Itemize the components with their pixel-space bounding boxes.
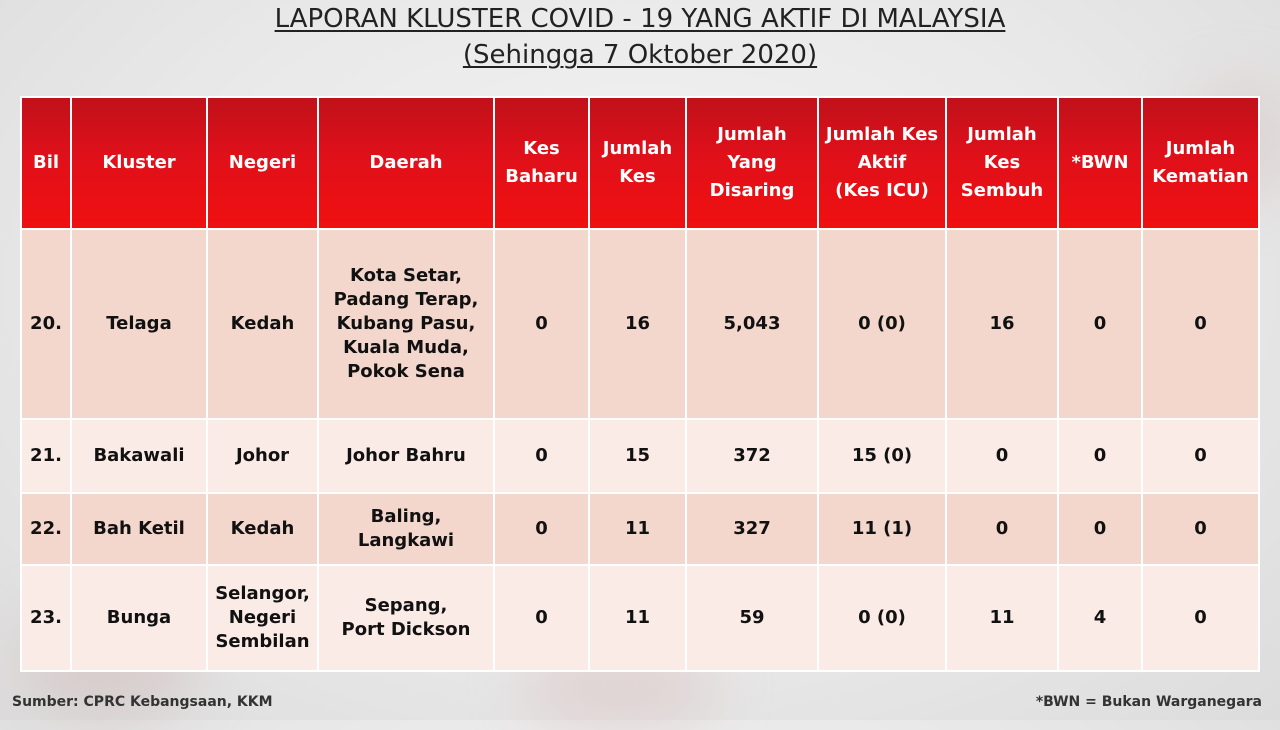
- cell-jumlah-disaring: 5,043: [686, 229, 818, 419]
- table-header-row: [21, 97, 1259, 229]
- cell-kematian: 0: [1142, 229, 1259, 419]
- table-row: [21, 229, 1259, 419]
- cell-bwn: 4: [1058, 565, 1142, 671]
- cell-negeri: Kedah: [207, 493, 318, 565]
- cell-kes-sembuh: 16: [946, 229, 1058, 419]
- cell-kes-sembuh: 0: [946, 493, 1058, 565]
- cell-jumlah-disaring: 372: [686, 419, 818, 493]
- cell-kluster: Bunga: [71, 565, 207, 671]
- cell-kluster: Bakawali: [71, 419, 207, 493]
- cell-kes-aktif: 0 (0): [818, 565, 946, 671]
- header-negeri: Negeri: [207, 97, 318, 229]
- cell-kes-sembuh: 0: [946, 419, 1058, 493]
- cell-jumlah-kes: 16: [589, 229, 686, 419]
- cell-kes-sembuh: 11: [946, 565, 1058, 671]
- header-kes-baharu: Kes Baharu: [494, 97, 589, 229]
- cell-jumlah-disaring: 327: [686, 493, 818, 565]
- cell-bil: 21.: [21, 419, 71, 493]
- table-row: [21, 419, 1259, 493]
- cell-kes-baharu: 0: [494, 419, 589, 493]
- table-row: [21, 565, 1259, 671]
- cell-jumlah-kes: 11: [589, 565, 686, 671]
- cell-kes-aktif: 0 (0): [818, 229, 946, 419]
- header-jumlah-kes: Jumlah Kes: [589, 97, 686, 229]
- cell-kes-baharu: 0: [494, 493, 589, 565]
- cell-daerah: Johor Bahru: [318, 419, 494, 493]
- cell-bil: 20.: [21, 229, 71, 419]
- header-kematian: Jumlah Kematian: [1142, 97, 1259, 229]
- header-kes-sembuh: Jumlah Kes Sembuh: [946, 97, 1058, 229]
- page-subtitle: (Sehingga 7 Oktober 2020): [462, 40, 818, 70]
- cell-daerah: Baling, Langkawi: [318, 493, 494, 565]
- cell-kes-baharu: 0: [494, 229, 589, 419]
- header-jumlah-disaring: Jumlah Yang Disaring: [686, 97, 818, 229]
- page-title: LAPORAN KLUSTER COVID - 19 YANG AKTIF DI MALAYSIA: [274, 4, 1006, 34]
- bwn-legend-note: *BWN = Bukan Warganegara: [1035, 694, 1262, 710]
- header-kluster: Kluster: [71, 97, 207, 229]
- cell-bil: 23.: [21, 565, 71, 671]
- cell-kematian: 0: [1142, 493, 1259, 565]
- header-bwn: *BWN: [1058, 97, 1142, 229]
- cell-negeri: Johor: [207, 419, 318, 493]
- header-kes-aktif: Jumlah Kes Aktif (Kes ICU): [818, 97, 946, 229]
- cell-kematian: 0: [1142, 565, 1259, 671]
- cell-jumlah-disaring: 59: [686, 565, 818, 671]
- cluster-table: [20, 96, 1260, 672]
- cell-negeri: Kedah: [207, 229, 318, 419]
- cell-kes-aktif: 15 (0): [818, 419, 946, 493]
- cell-bwn: 0: [1058, 493, 1142, 565]
- cell-kes-aktif: 11 (1): [818, 493, 946, 565]
- cell-bwn: 0: [1058, 419, 1142, 493]
- cell-bwn: 0: [1058, 229, 1142, 419]
- cell-jumlah-kes: 11: [589, 493, 686, 565]
- cell-jumlah-kes: 15: [589, 419, 686, 493]
- header-daerah: Daerah: [318, 97, 494, 229]
- header-bil: Bil: [21, 97, 71, 229]
- cell-kematian: 0: [1142, 419, 1259, 493]
- cell-kluster: Telaga: [71, 229, 207, 419]
- table-row: [21, 493, 1259, 565]
- cell-daerah: Kota Setar, Padang Terap, Kubang Pasu, Kuala Muda, Pokok Sena: [318, 229, 494, 419]
- cell-bil: 22.: [21, 493, 71, 565]
- cell-kes-baharu: 0: [494, 565, 589, 671]
- cell-daerah: Sepang, Port Dickson: [318, 565, 494, 671]
- cell-kluster: Bah Ketil: [71, 493, 207, 565]
- cell-negeri: Selangor, Negeri Sembilan: [207, 565, 318, 671]
- source-note: Sumber: CPRC Kebangsaan, KKM: [12, 694, 273, 710]
